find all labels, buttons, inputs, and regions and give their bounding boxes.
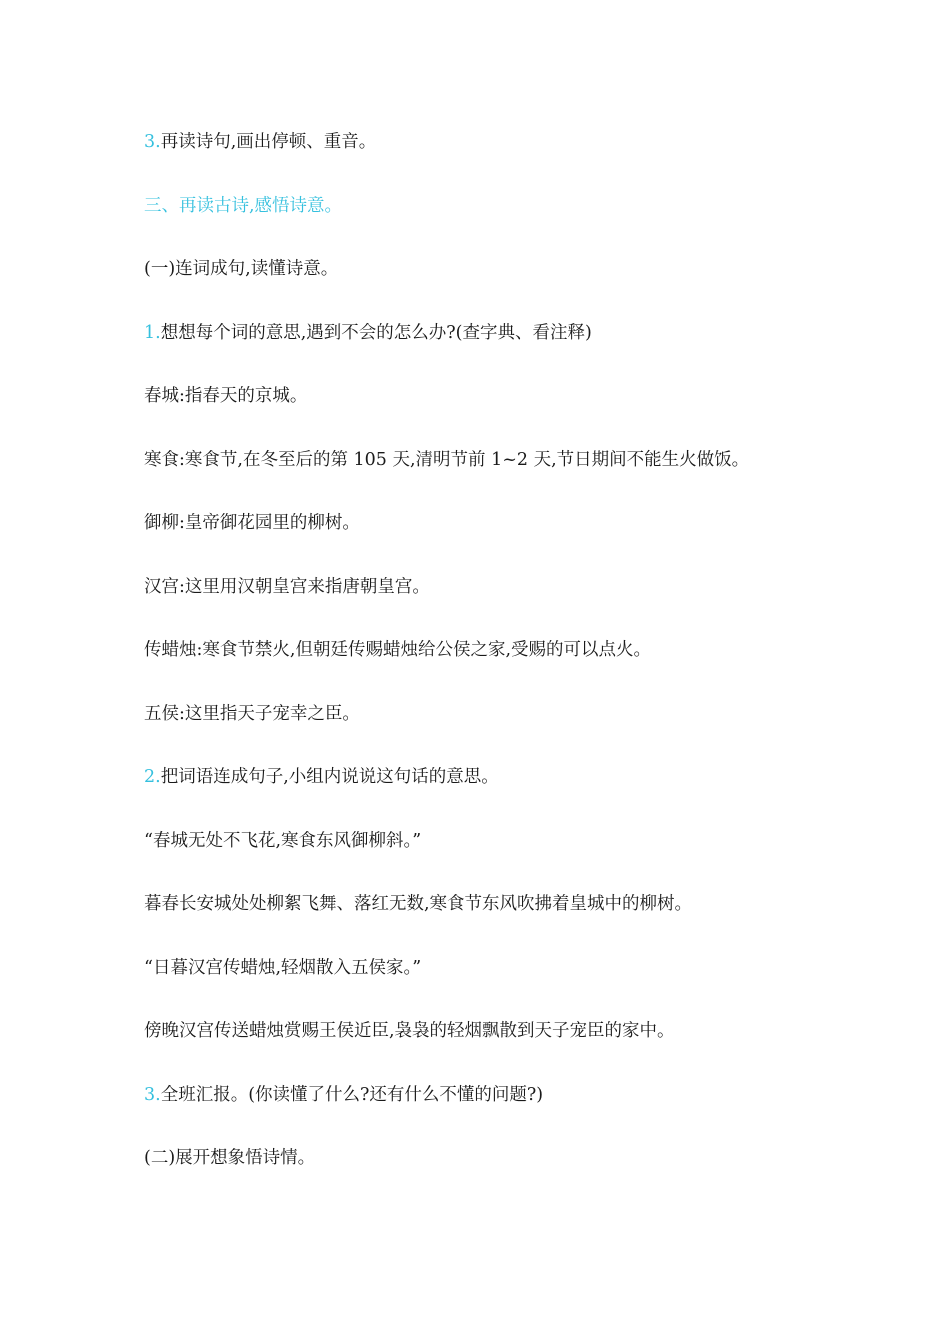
line-text: 把词语连成句子,小组内说说这句话的意思。 — [160, 767, 499, 787]
poem-line-2-meaning: 傍晚汉宫传送蜡烛赏赐王侯近臣,袅袅的轻烟飘散到天子宠臣的家中。 — [144, 1021, 675, 1041]
note-chuncheng: 春城:指春天的京城。 — [144, 386, 308, 406]
item-number: 3. — [144, 1085, 161, 1105]
poem-line-2: “日暮汉宫传蜡烛,轻烟散入五侯家。” — [144, 958, 422, 978]
section-heading-3: 三、再读古诗,感悟诗意。 — [144, 196, 343, 216]
subsection-1-title: (一)连词成句,读懂诗意。 — [144, 259, 339, 279]
item-number: 1. — [144, 323, 161, 343]
step-3-reread — [144, 130, 910, 154]
item-number: 3. — [144, 132, 161, 152]
item-number: 2. — [144, 767, 161, 787]
step-2-make-sentence — [144, 765, 910, 789]
note-chuanlazhu: 传蜡烛:寒食节禁火,但朝廷传赐蜡烛给公侯之家,受赐的可以点火。 — [144, 640, 652, 660]
note-yuliu: 御柳:皇帝御花园里的柳树。 — [144, 513, 360, 533]
note-hangong: 汉宫:这里用汉朝皇宫来指唐朝皇宫。 — [144, 577, 430, 597]
step-1-word-meaning — [144, 321, 910, 345]
step-3-class-report — [144, 1083, 910, 1107]
line-text: 全班汇报。(你读懂了什么?还有什么不懂的问题?) — [160, 1085, 544, 1105]
subsection-2-title: (二)展开想象悟诗情。 — [144, 1148, 316, 1168]
line-text: 再读诗句,画出停顿、重音。 — [160, 132, 377, 152]
note-wuhou: 五侯:这里指天子宠幸之臣。 — [144, 704, 360, 724]
line-text: 想想每个词的意思,遇到不会的怎么办?(查字典、看注释) — [160, 323, 592, 343]
poem-line-1-meaning: 暮春长安城处处柳絮飞舞、落红无数,寒食节东风吹拂着皇城中的柳树。 — [144, 894, 693, 914]
poem-line-1: “春城无处不飞花,寒食东风御柳斜。” — [144, 831, 422, 851]
note-hanshi: 寒食:寒食节,在冬至后的第 105 天,清明节前 1~2 天,节日期间不能生火做饭。 — [144, 450, 750, 470]
